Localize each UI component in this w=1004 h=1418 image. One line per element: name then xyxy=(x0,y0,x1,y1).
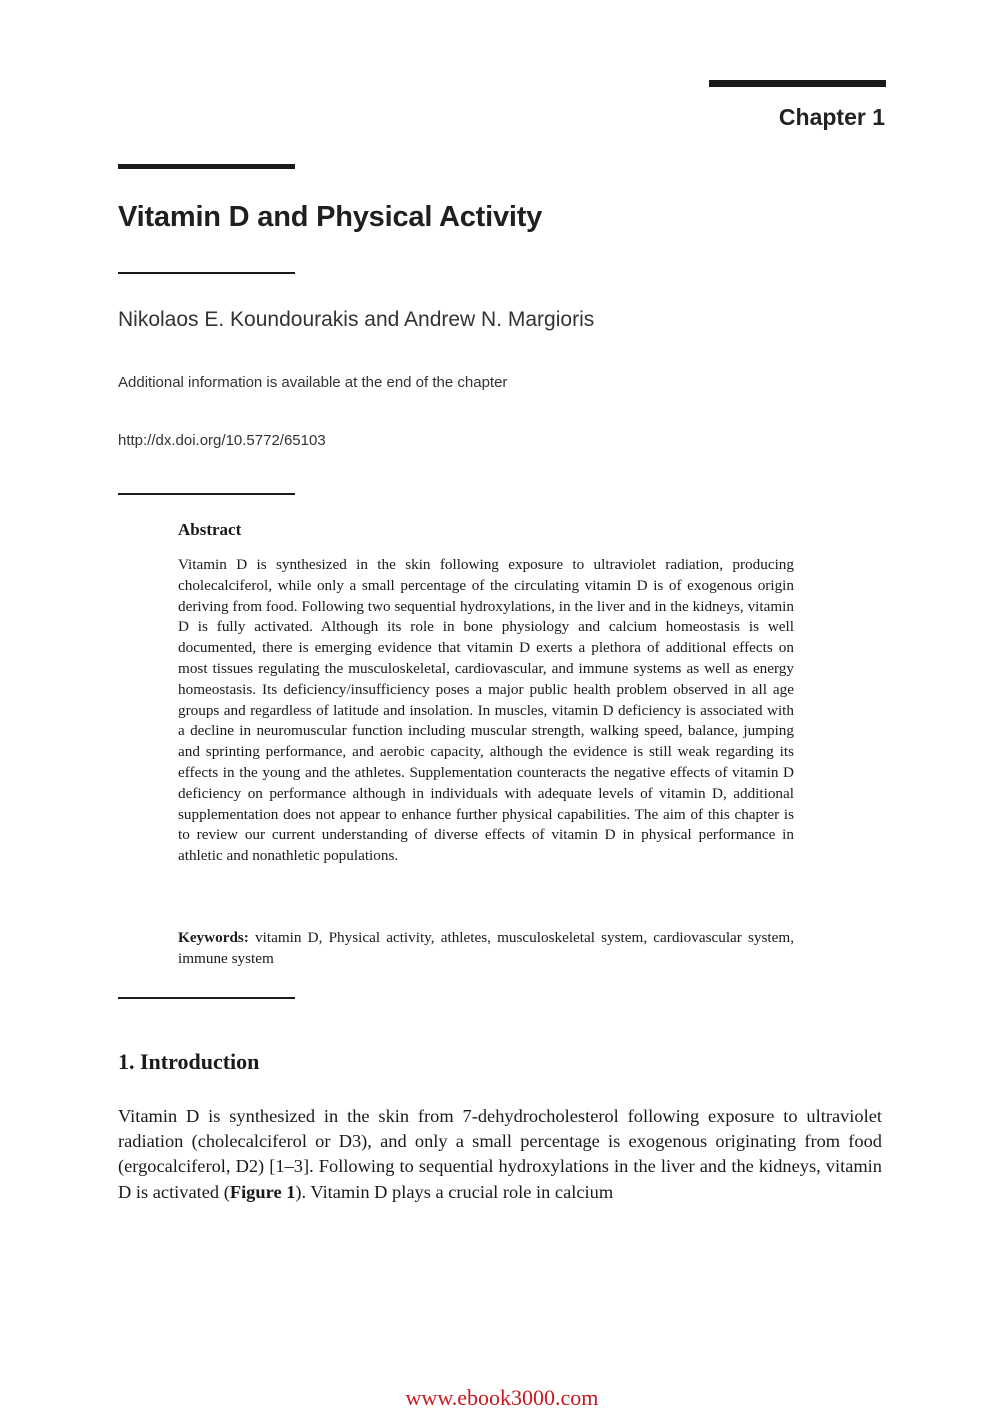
title-top-rule xyxy=(118,164,295,169)
keywords xyxy=(178,928,794,970)
abstract-body: Vitamin D is synthesized in the skin following exposure to ultraviolet radiation, producing cholecalciferol, while only a small percentage of the circulating vitamin D is of exogenous origin deriving from food. Following two sequential hydroxylations, in the liver and in the kidneys, vitamin D is fully activated. Although its role in bone physiology and calcium homeostasis is well documented, there is emerging evidence that vitamin D exerts a plethora of additional effects on most tissues regulating the musculoskeletal, cardiovascular, and immune systems as well as energy homeostasis. Its deficiency/insufficiency poses a major public health problem observed in all age groups and regardless of latitude and insolation. In muscles, vitamin D deficiency is associated with a decline in neuromuscular function including muscular strength, walking speed, balance, jumping and sprinting performance, and aerobic capacity, although the evidence is still weak regarding its effects in the young and the athletes. Supplementation counteracts the negative effects of vitamin D deficiency on performance although in individuals with adequate levels of vitamin D, additional supplementation does not appear to enhance further physical capabilities. The aim of this chapter is to review our current understanding of diverse effects of vitamin D in physical performance in athletic and nonathletic populations. xyxy=(178,556,794,865)
intro-text-after-ref: ). Vitamin D plays a crucial role in calcium xyxy=(295,1181,614,1202)
introduction-body xyxy=(118,1104,882,1205)
figure-reference[interactable]: Figure 1 xyxy=(229,1181,296,1202)
chapter-label: Chapter 1 xyxy=(778,104,885,130)
keywords-list: vitamin D, Physical activity, athletes, musculoskeletal system, cardiovascular system, immune system xyxy=(178,929,795,967)
additional-info: Additional information is available at the end of the chapter xyxy=(118,374,508,391)
section-heading-introduction: 1. Introduction xyxy=(118,1049,260,1074)
page-title: Vitamin D and Physical Activity xyxy=(118,201,543,233)
abstract-heading: Abstract xyxy=(178,520,242,539)
chapter-top-rule xyxy=(709,80,886,87)
abstract-bottom-rule xyxy=(118,997,295,999)
footer-link[interactable]: www.ebook3000.com xyxy=(405,1385,599,1410)
doi-link[interactable]: http://dx.doi.org/10.5772/65103 xyxy=(118,432,326,449)
title-bottom-rule xyxy=(118,272,295,274)
abstract-top-rule xyxy=(118,493,295,495)
keywords-label: Keywords: xyxy=(178,929,249,946)
intro-text-before-ref: Vitamin D is synthesized in the skin from 7-dehydrocholesterol following exposure to ultraviolet radiation (cholecalciferol or D3), and only a small percentage is exogenous originating from food (ergocalciferol, D2) [1–3]. Following to sequential hydroxylations in the liver and the kidneys, vitamin D is activated ( xyxy=(118,1106,882,1202)
authors: Nikolaos E. Koundourakis and Andrew N. Margioris xyxy=(118,308,595,331)
